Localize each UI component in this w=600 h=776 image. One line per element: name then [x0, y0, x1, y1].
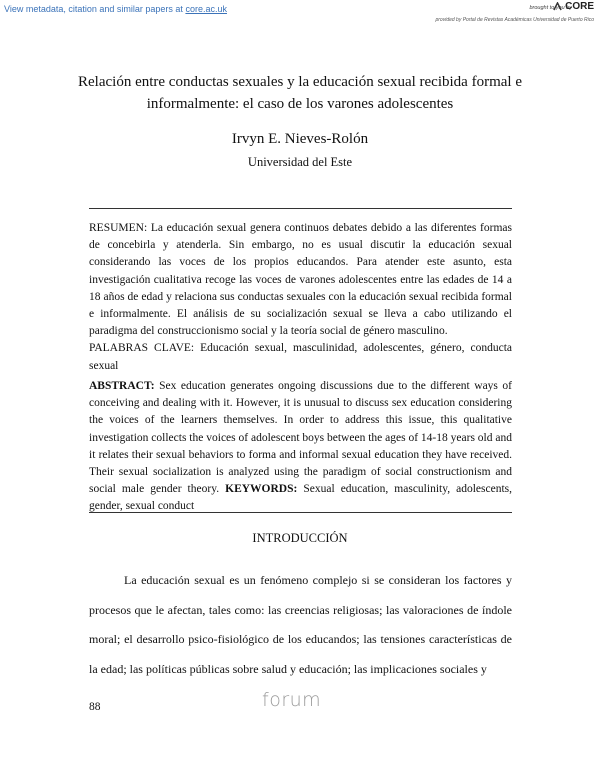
- section-heading-introduccion: INTRODUCCIÓN: [252, 531, 348, 545]
- resumen-text: La educación sexual genera continuos debates debido a las diferentes formas de concebirla y atenderla. Sin embargo, no es usual discutir la educación sexual considerando las voces de los propios educandos. Para atender este asunto, esta investigación cualitativa recoge las voces de varones adolescentes entre las edades de 14 a 18 años de edad y relaciona sus conductas sexuales con la educación sexual recibida formal e informalmente. El análisis de su socialización sexual se lleva a cabo utilizando el paradigma del construccionismo social y la teoría social de género masculino.: [89, 222, 512, 338]
- provided-by-text: provided by Portal de Revistas Académicas Universidad de Puerto Rico: [435, 17, 594, 23]
- core-metadata-link[interactable]: [4, 4, 227, 14]
- core-link-domain[interactable]: core.ac.uk: [185, 4, 227, 14]
- palabras-clave-text: Educación sexual, masculinidad, adolescentes, género, conducta sexual: [89, 342, 513, 372]
- top-divider: [89, 208, 512, 209]
- resumen-label: RESUMEN:: [89, 222, 148, 234]
- author-name: Irvyn E. Nieves-Rolón: [231, 131, 369, 147]
- keywords-label: KEYWORDS:: [225, 483, 298, 496]
- abstract-text: Sex education generates ongoing discussions due to the different ways of conceiving and dealing with it. However, it is unusual to discuss sex education considering the voices of the learners themselves. In order to address this issue, this qualitative investigation collects the voices of adolescent boys between the ages of 14-18 years old and it relates their sexual behaviors to forma and informal sexual education they have received. Their sexual socialization is analyzed using the paradigm of social constructionism and social male gender theory.: [89, 380, 512, 496]
- page-number: 88: [89, 701, 101, 713]
- core-logo-icon: [553, 2, 562, 11]
- abstract-block: [89, 378, 512, 516]
- title-line-2: informalmente: el caso de los varones adolescentes: [146, 96, 454, 112]
- core-link-prefix: View metadata, citation and similar papers at: [4, 4, 186, 14]
- resumen-block: [89, 220, 512, 375]
- forum-journal-logo: forum: [262, 689, 322, 711]
- author-affiliation: Universidad del Este: [247, 155, 353, 169]
- palabras-clave-label: PALABRAS CLAVE:: [89, 342, 195, 355]
- core-banner: [0, 0, 600, 26]
- keywords-text: Sexual education, masculinity, adolescents, gender, sexual conduct: [89, 483, 513, 513]
- core-logo-text: CORE: [565, 1, 594, 12]
- core-logo[interactable]: [553, 1, 594, 12]
- abstract-label: ABSTRACT:: [89, 380, 155, 392]
- brought-by-text: brought to you by: [529, 5, 572, 11]
- bottom-divider: [89, 512, 512, 513]
- paper-title: [60, 71, 540, 115]
- intro-paragraph: La educación sexual es un fenómeno complejo si se consideran los factores y procesos que le afectan, tales como: las creencias religiosas; las valoraciones de índole moral; el desarrollo psico-fisiológico de los educandos; las tensiones características de la edad; las políticas públicas sobre salud y educación; las implicaciones sociales y: [89, 573, 512, 676]
- title-line-1: Relación entre conductas sexuales y la educación sexual recibida formal e: [78, 74, 522, 90]
